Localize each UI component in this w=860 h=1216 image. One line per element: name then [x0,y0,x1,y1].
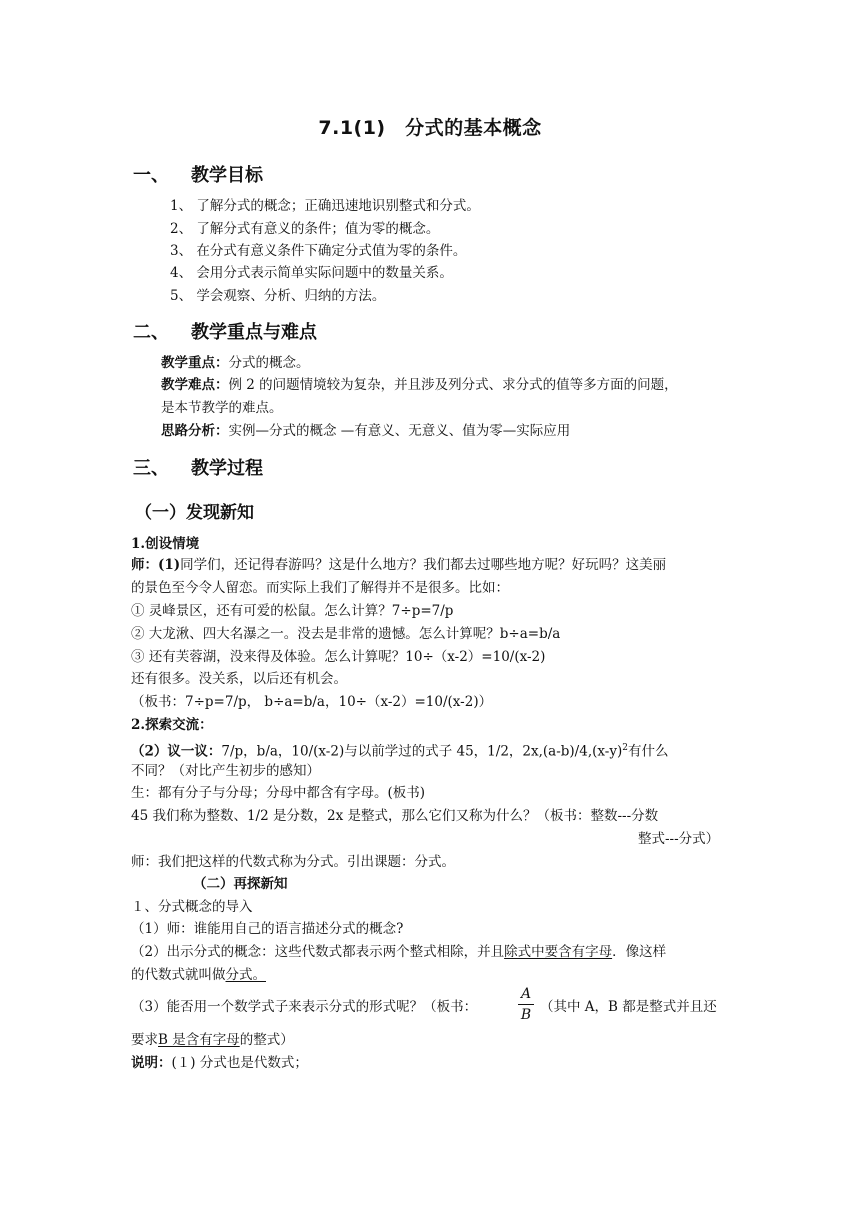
paragraph-text: 要求 [131,1032,158,1048]
note-line [131,1053,308,1073]
list-item: ① 灵峰景区，还有可爱的松鼠。怎么计算？7÷p=7/p [131,603,454,619]
paragraph-line [131,555,666,575]
paragraph-line [131,1030,294,1050]
paragraph-line: 不同？（对比产生初步的感知） [131,763,320,779]
section-heading-key [133,318,317,344]
exponent: 2 [622,743,628,753]
section-title: 教学过程 [191,458,263,479]
goal-item: 2、 了解分式有意义的条件；值为零的概念。 [170,221,440,237]
paragraph-line: 师：我们把这样的代数式称为分式。引出课题：分式。 [131,854,455,870]
part-heading: 1.创设情境 [131,536,200,552]
discuss-label: （2）议一议： [131,743,222,760]
fraction-bar [518,1004,534,1005]
paragraph-line: 还有很多。没关系，以后还有机会。 [131,671,347,687]
subsection-heading: （二）再探新知 [193,876,288,892]
part-heading: 2.探索交流： [131,717,213,733]
list-item: ③ 还有芙蓉湖，没来得及体验。怎么计算呢？10÷（x-2）=10/(x-2) [131,649,546,665]
paragraph-line: （1）师：谁能用自己的语言描述分式的概念? [131,921,404,937]
note-text: (１) 分式也是代数式； [171,1055,308,1071]
difficulty-label: 教学难点： [161,377,229,393]
page-title: 7.1(1) 分式的基本概念 [318,117,542,139]
paragraph-line [131,942,666,962]
focus-text: 分式的概念。 [228,355,310,371]
section-number: 三、 [133,458,169,479]
underlined-text: 分式。 [225,967,266,983]
focus-line [161,353,310,373]
paragraph-line: 的景色至今令人留恋。而实际上我们了解得并不是很多。比如： [131,580,509,596]
note-label: 说明： [131,1055,172,1071]
teacher-label: 师：(1) [131,557,181,573]
fraction-a-over-b [518,986,534,1023]
paragraph-line [131,965,266,985]
section-number: 一、 [133,165,169,186]
fraction-denominator: B [520,1007,532,1023]
paragraph-line: 整式---分式） [638,831,720,847]
goal-item: 5、 学会观察、分析、归纳的方法。 [170,288,386,304]
underlined-text: 除式中要含有字母 [504,944,613,960]
goal-item: 3、 在分式有意义条件下确定分式值为零的条件。 [170,243,467,259]
section-number: 二、 [133,322,169,343]
underlined-text: B 是含有字母 [158,1032,240,1048]
paragraph-line [131,738,668,762]
focus-label: 教学重点： [161,355,229,371]
list-item: ② 大龙湫、四大名瀑之一。没去是非常的遗憾。怎么计算呢？b÷a=b/a [131,626,561,642]
paragraph-text: （2）出示分式的概念：这些代数式都表示两个整式相除，并且 [131,944,505,960]
paragraph-text: ．像这样 [612,944,667,960]
paragraph-text: 的整式） [239,1032,294,1048]
analysis-text: 实例—分式的概念 —有意义、无意义、值为零—实际应用 [228,423,571,439]
difficulty-line-2: 是本节教学的难点。 [161,400,283,416]
paragraph-text: 有什么 [627,743,669,760]
paragraph-text: 的代数式就叫做 [131,967,226,983]
goal-item: 4、 会用分式表示简单实际问题中的数量关系。 [170,265,453,281]
subsection-heading: （一）发现新知 [135,503,254,523]
section-title: 教学目标 [191,165,263,186]
difficulty-text: 例 2 的问题情境较为复杂，并且涉及列分式、求分式的值等多方面的问题， [228,377,678,393]
analysis-line [161,421,570,441]
paragraph-line: （其中 A，B 都是整式并且还 [540,999,717,1015]
paragraph-line: 45 我们称为整数、1/2 是分数，2x 是整式，那么它们又称为什么？（板书：整数---分数 [131,808,659,824]
section-title: 教学重点与难点 [191,322,317,343]
paragraph-line [131,997,477,1017]
goal-item: 1、 了解分式的概念；正确迅速地识别整式和分式。 [170,198,480,214]
paragraph-text: （3）能否用一个数学式子来表示分式的形式呢？（板书： [131,999,478,1015]
paragraph-text: 7/p，b/a，10/(x-2)与以前学过的式子 45，1/2，2x,(a-b)/4,(x-y) [221,743,623,760]
paragraph-text: 同学们，还记得春游吗？这是什么地方？我们都去过哪些地方呢？好玩吗？这美丽 [180,557,667,573]
difficulty-line [161,375,678,395]
fraction-numerator: A [520,986,532,1002]
student-line: 生：都有分子与分母；分母中都含有字母。(板书) [131,785,426,801]
section-heading-goals [133,161,263,187]
part-heading: １、分式概念的导入 [131,899,253,915]
board-note: （板书：7÷p=7/p， b÷a=b/a，10÷（x-2）=10/(x-2)） [131,694,493,710]
analysis-label: 思路分析： [161,423,229,439]
section-heading-process [133,454,263,480]
